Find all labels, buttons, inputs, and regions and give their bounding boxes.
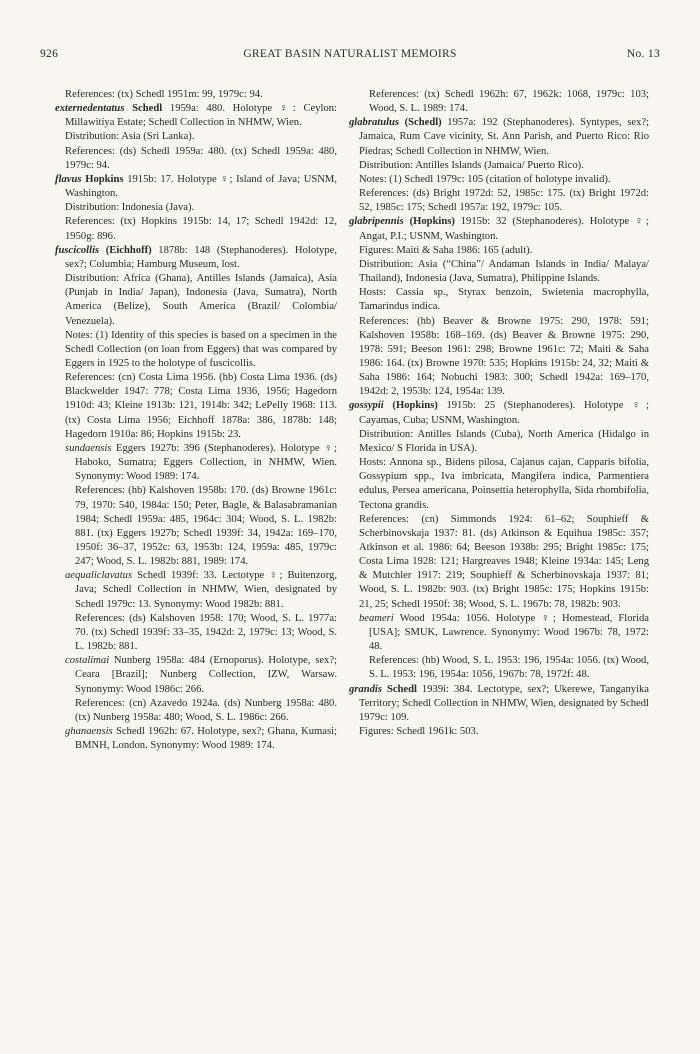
species-author: (Hopkins): [392, 400, 438, 412]
entry-text: 1878b: 148 (Stephanoderes). Holotype, sex?; Columbia; Hamburg Museum, lost.: [65, 244, 338, 270]
entry-text: 1939i: 384. Lectotype, sex?; Ukerewe, Tanganyika Territory; Schedl Collection in NHMW, Wien, designated by Schedl 1979c: 109.: [359, 683, 649, 723]
species-entry: [349, 215, 649, 243]
species-entry: [55, 244, 337, 272]
entry-text: Eggers 1927b: 396 (Stephanoderes). Holotype ♀; Haboko, Sumatra; Eggers Collection, in NHMW, Wien. Synonymy: Wood 1989: 174.: [75, 442, 337, 483]
synonym-name: costalimai: [65, 655, 110, 667]
species-name: glabratulus: [349, 117, 400, 129]
entry-detail: References: (ds) Bright 1972d: 52, 1985c: 175. (tx) Bright 1972d: 52, 1985c: 175; Schedl 1957a: 192, 1979c: 105.: [359, 188, 649, 214]
synonym-detail: References: (hb) Wood, S. L. 1953: 196, 1954a: 1056. (tx) Wood, S. L. 1953: 196, 1954a: 1056, 1967b: 78, 1972f: 48.: [369, 655, 649, 681]
synonym-detail: References: (cn) Azavedo 1924a. (ds) Nunberg 1958a: 480. (tx) Nunberg 1958a: 480; Wood, S. L. 1986c: 266.: [75, 697, 337, 723]
entry-text: 1915b: 17. Holotype ♀; Island of Java; USNM, Washington.: [65, 173, 337, 200]
species-name: fuscicollis: [55, 244, 100, 256]
synonym-detail: References: (tx) Schedl 1962h: 67, 1962k: 1068, 1979c: 103; Wood, S. L. 1989: 174.: [369, 89, 649, 115]
synonym-entry: [55, 569, 337, 611]
right-column: [349, 88, 649, 739]
entry-detail: Distribution: Asia (Sri Lanka).: [65, 131, 195, 143]
entry-detail: Notes: (1) Identity of this species is based on a specimen in the Schedl Collection (on loan from Eggers) that was compared by Eggers in 1925 to the holotype of fuscicollis.: [65, 329, 337, 369]
entry-text: Schedl 1939f: 33. Lectotype ♀; Buitenzorg, Java; Schedl Collection in NHMW, Wien, designated by Schedl 1979c: 13. Synonymy: Wood 1982b: 881.: [75, 570, 337, 610]
species-author: Hopkins: [85, 173, 124, 185]
entry-detail: References: (cn) Simmonds 1924: 61–62; Souphieff & Scherbinovskaja 1937: 81. (ds) Atkinson & Equihua 1985c: 357; Atkinson et al. 1986: 64; Beeson 1938b: 295; Bright 1985c: 175; Costa Lima 1928: 121; Hargreaves 1948; Kleine 1934a: 145; Leng & Mutchler 1917: 219; Souphieff & Scherbinovskaja 1937: 81; Wood, S. L. 1982b: 903. (tx) Bright 1985c: 175; Hopkins 1915b: 21, 25; Schedl 1950f: 38; Wood, S. L. 1967b: 78, 1982b: 903.: [359, 513, 649, 610]
synonym-name: aequaliclavatus: [65, 570, 133, 582]
species-name: flavus: [55, 173, 82, 185]
entry-text: 1959a: 480. Holotype ♀: Ceylon: Millawitiya Estate; Schedl Collection in NHMW, Wien.: [65, 103, 337, 129]
entry-detail: References: (tx) Schedl 1951m: 99, 1979c: 94.: [65, 89, 263, 100]
journal-title: GREAT BASIN NATURALIST MEMOIRS: [243, 48, 457, 60]
species-author: Schedl: [132, 103, 163, 115]
species-author: (Hopkins): [409, 216, 455, 228]
synonym-entry: [55, 725, 337, 753]
synonym-entry: [55, 654, 337, 696]
species-entry: [349, 683, 649, 725]
entry-text: 1915b: 25 (Stephanoderes). Holotype ♀; Cayamas, Cuba; USNM, Washington.: [359, 400, 649, 426]
entry-detail: References: (tx) Hopkins 1915b: 14, 17; Schedl 1942d: 12, 1950g: 896.: [65, 216, 337, 242]
synonym-entry: [55, 442, 337, 484]
issue-number: No. 13: [626, 48, 660, 60]
synonym-name: sundaensis: [65, 442, 112, 454]
species-name: grandis: [349, 683, 382, 695]
species-entry: [55, 102, 337, 130]
entry-text: Nunberg 1958a: 484 (Ernoporus). Holotype, sex?; Ceara [Brazil]; Nunberg Collection, IZW, Warsaw. Synonymy: Wood 1986c: 266.: [75, 655, 337, 695]
page-number: 926: [40, 48, 59, 60]
species-author: (Schedl): [404, 117, 442, 129]
species-name: glabripennis: [349, 216, 404, 228]
running-header: [40, 48, 660, 64]
synonym-name: beameri: [359, 612, 394, 624]
entry-detail: Distribution: Asia (“China”/ Andaman Islands in India/ Malaya/ Thailand), Indonesia (Java, Sumatra), Philippine Islands.: [359, 258, 649, 285]
entry-text: 1915b: 32 (Stephanoderes). Holotype ♀; Angat, P.I.; USNM, Washington.: [359, 216, 649, 242]
synonym-entry: [349, 612, 649, 654]
entry-detail: References: (ds) Schedl 1959a: 480. (tx) Schedl 1959a: 480, 1979c: 94.: [65, 145, 337, 171]
left-column: [55, 88, 337, 753]
entry-detail: Notes: (1) Schedl 1979c: 105 (citation of holotype invalid).: [359, 173, 611, 185]
species-author: (Eichhoff): [105, 244, 152, 256]
species-entry: [55, 173, 337, 201]
synonym-detail: References: (ds) Kalshoven 1958: 170; Wood, S. L. 1977a: 70. (tx) Schedl 1939f: 33–35, 1942d: 2, 1979c: 13; Wood, S. L. 1982b: 881.: [75, 612, 337, 653]
entry-detail: Distribution: Antilles Islands (Cuba), North America (Hidalgo in Mexico/ S Florida in USA).: [359, 428, 649, 454]
entry-detail: Distribution: Indonesia (Java).: [65, 202, 195, 214]
species-entry: [349, 399, 649, 427]
species-name: gossypii: [349, 400, 384, 412]
synonym-detail: References: (hb) Kalshoven 1958b: 170. (ds) Browne 1961c: 79, 1970: 540, 1984a: 150; Peter, Bagle, & Balasabramanian 1984; Schedl 1959a: 485, 1964c: 304; Wood, S. L. 1982b: 881. (tx) Eggers 1927b; Schedl 1939f: 34, 1942a: 169–170, 1950f: 36–37, 1952c: 63, 1953b: 124, 1959a: 485, 1979c: 247; Wood, S. L. 1982b: 881, 1989: 174.: [75, 485, 337, 568]
entry-detail: Figures: Schedl 1961k: 503.: [359, 726, 479, 738]
species-entry: [349, 116, 649, 158]
entry-detail: Figures: Maiti & Saha 1986: 165 (adult).: [359, 244, 533, 256]
entry-text: Schedl 1962h: 67. Holotype, sex?; Ghana, Kumasi; BMNH, London. Synonymy: Wood 1989: 174.: [75, 726, 337, 752]
entry-detail: Hosts: Cassia sp., Styrax benzoin, Swietenia macrophylla, Tamarindus indica.: [359, 287, 649, 313]
entry-detail: References: (cn) Costa Lima 1956. (hb) Costa Lima 1936. (ds) Blackwelder 1947: 778; Costa Lima 1936, 1956; Hagedorn 1910d: 43; Kleine 1913b: 121, 1914b: 342; LePelly 1968: 113. (tx) Costa Lima 1956; Eichhoff 1878a: 386, 1878b: 148; Hagedorn 1910a: 86; Hopkins 1915b: 23.: [65, 372, 337, 440]
entry-detail: Distribution: Antilles Islands (Jamaica/ Puerto Rico).: [359, 159, 584, 171]
species-author: Schedl: [386, 683, 417, 695]
entry-detail: Hosts: Annona sp., Bidens pilosa, Cajanus cajan, Capparis bifolia, Gossypium spp., Iva imbricata, Mangifera indica, Parmentiera edulus, Persea americana, Poinsettia heterophylla, Sida rhombifolia, Tectona grandis.: [359, 457, 649, 511]
entry-text: Wood 1954a: 1056. Holotype ♀; Homestead, Florida [USA]; SMUK, Lawrence. Synonymy: Wood 1967b: 78, 1972: 48.: [369, 612, 649, 653]
entry-detail: Distribution: Africa (Ghana), Antilles Islands (Jamaica), Asia (Punjab in India/ Japan), Indonesia (Java, Sumatra), North America (Belize), South America (Brazil/ Colombia/ Venezuela).: [65, 273, 337, 327]
synonym-name: ghanaensis: [65, 726, 113, 738]
entry-text: 1957a: 192 (Stephanoderes). Syntypes, sex?; Jamaica, Rum Cave vicinity, St. Ann Parish, and Puerto Rico: Rio Piedras; Schedl Collection in NHMW, Wien.: [359, 117, 650, 157]
entry-detail: References: (hb) Beaver & Browne 1975: 290, 1978: 591; Kalshoven 1958b: 168–169. (ds) Beaver & Browne 1975: 290, 1978: 591; Beeson 1961: 298; Browne 1961c: 72; Maiti & Saha 1986: 164. (tx) Browne 1970: 535; Hopkins 1915b: 24, 32; Maiti & Saha 1986: 164; Nobuchi 1983: 300; Schedl 1942a: 169–170, 1942d: 2, 1953b: 124, 1954a: 139.: [359, 315, 649, 398]
species-name: externedentatus: [55, 103, 125, 115]
